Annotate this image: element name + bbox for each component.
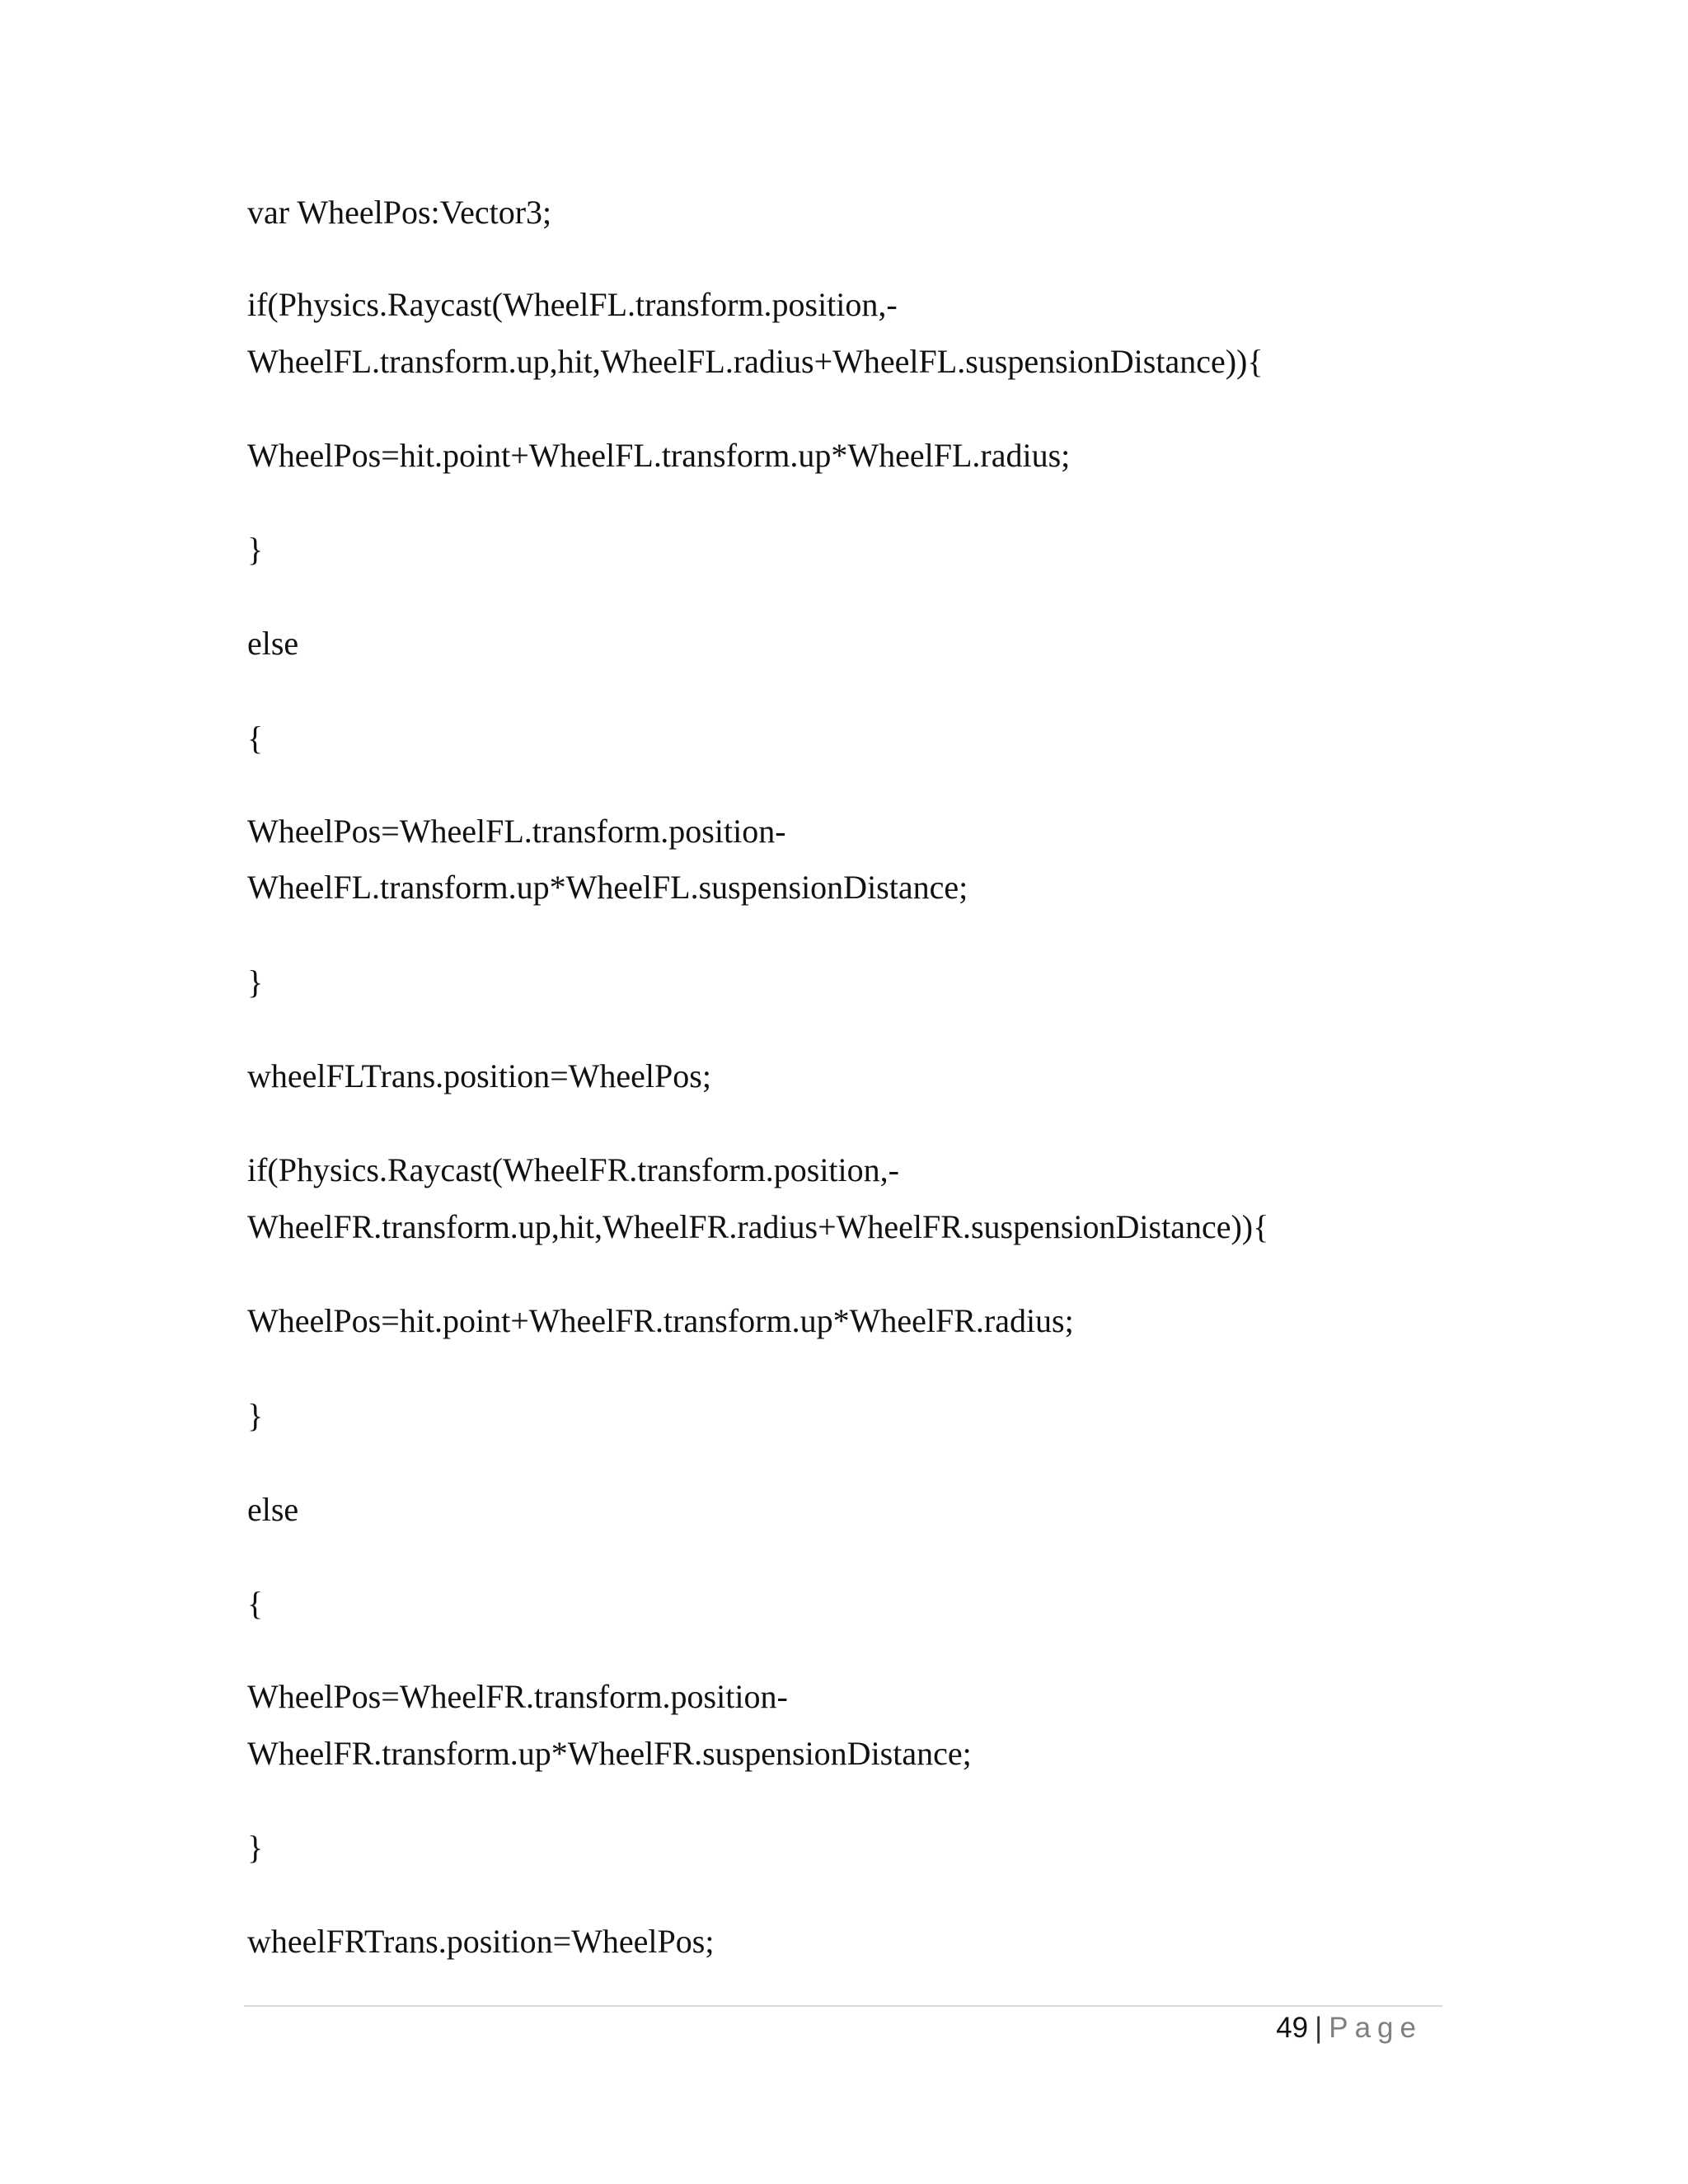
code-line: WheelPos=hit.point+WheelFR.transform.up*WheelFR.radius; [247,1302,1074,1339]
code-line: else [247,1491,299,1528]
code-line: { [247,719,264,757]
code-line: wheelFRTrans.position=WheelPos; [247,1923,715,1960]
code-line: WheelFL.transform.up,hit,WheelFL.radius+WheelFL.suspensionDistance)){ [247,343,1264,380]
page-label: Page [1329,2012,1423,2044]
code-line: WheelPos=WheelFR.transform.position- [247,1678,788,1715]
code-line: { [247,1585,264,1622]
code-line: WheelPos=hit.point+WheelFL.transform.up*WheelFL.radius; [247,437,1071,474]
code-line: } [247,1397,264,1434]
code-line: WheelFR.transform.up*WheelFR.suspensionDistance; [247,1735,972,1772]
footer-divider [244,2005,1442,2007]
page-number: 49 [1276,2012,1309,2044]
code-line: else [247,625,299,662]
code-line: var WheelPos:Vector3; [247,194,552,231]
code-line: if(Physics.Raycast(WheelFR.transform.position,- [247,1151,899,1188]
code-line: WheelFR.transform.up,hit,WheelFR.radius+WheelFR.suspensionDistance)){ [247,1208,1269,1245]
code-line: if(Physics.Raycast(WheelFL.transform.position,- [247,286,898,323]
footer-separator: | [1315,2012,1323,2044]
code-line: WheelFL.transform.up*WheelFL.suspensionDistance; [247,869,968,906]
code-line: WheelPos=WheelFL.transform.position- [247,813,786,850]
code-line: } [247,1829,264,1866]
code-line: } [247,531,264,568]
code-line: } [247,963,264,1001]
code-line: wheelFLTrans.position=WheelPos; [247,1057,711,1094]
page-footer [1276,2008,1423,2048]
